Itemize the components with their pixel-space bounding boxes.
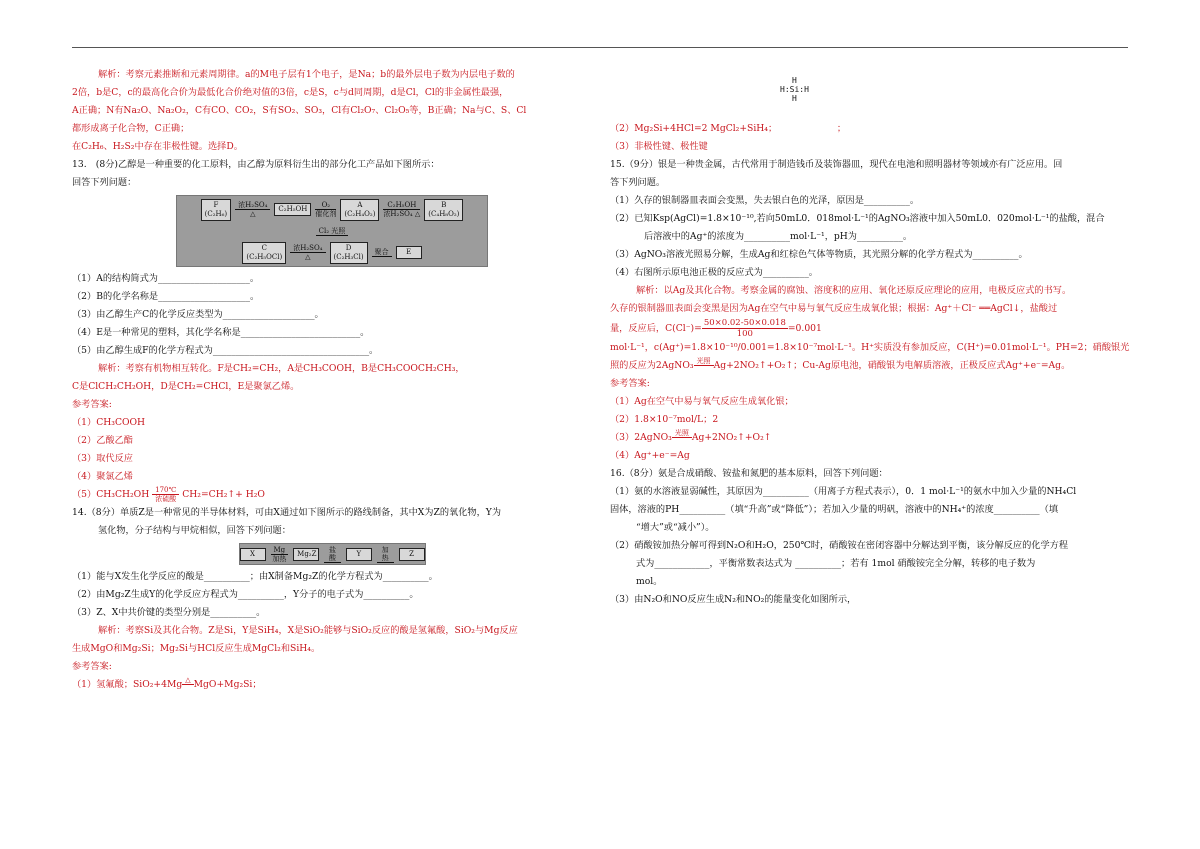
lewis-structure bbox=[780, 76, 809, 103]
text-line: （3）Z、X中共价键的类型分别是__________。 bbox=[72, 607, 266, 618]
text-line: 参考答案: bbox=[72, 661, 112, 672]
text-line: （2）Mg₂Si+4HCl=2 MgCl₂+SiH₄； ； bbox=[610, 123, 847, 134]
text-line: 式为____________，平衡常数表达式为 __________；若有 1mol 硝酸铵完全分解，转移的电子数为 bbox=[636, 558, 1036, 569]
text-line: （4）Ag⁺+e⁻=Ag bbox=[610, 450, 690, 461]
lewis-row: H:Si:H bbox=[780, 85, 809, 94]
compound-box: F (C₂H₆) bbox=[201, 199, 232, 221]
compound-box: C₂H₅OH bbox=[274, 203, 311, 216]
text-line: （3）由N₂O和NO反应生成N₂和NO₂的能量变化如图所示， bbox=[610, 594, 857, 605]
text-line: （4）聚氯乙烯 bbox=[72, 471, 133, 482]
text-line: （2）由Mg₂Z生成Y的化学反应方程式为__________，Y分子的电子式为__________。 bbox=[72, 589, 419, 600]
compound-box: D (C₂H₃Cl) bbox=[330, 242, 368, 264]
lewis-row: H bbox=[792, 94, 797, 103]
compound-box: A (C₂H₄O₂) bbox=[340, 199, 379, 221]
question-13 bbox=[72, 270, 592, 486]
ag-concentration-calc bbox=[610, 339, 1128, 357]
text-line: 都形成离子化合物，C正确； bbox=[72, 123, 190, 134]
text-line: 解析：考察Si及其化合物。Z是Si，Y是SiH₄，X是SiO₂能够与SiO₂反应的酸是氢氟酸，SiO₂与Mg反应 bbox=[98, 625, 518, 636]
text-line: A正确；N有Na₂O、Na₂O₂，C有CO、CO₂，S有SO₂、SO₃，Cl有Cl₂O₇、Cl₂O₅等，B正确；Na与C、S、Cl bbox=[72, 105, 527, 116]
text-line: （5）由乙醇生成F的化学方程式为__________________________________。 bbox=[72, 345, 379, 356]
question-16 bbox=[610, 447, 1128, 609]
right-column bbox=[610, 66, 1128, 609]
compound-box: X bbox=[240, 548, 266, 561]
reaction-arrow: 聚合 bbox=[372, 248, 392, 257]
ethanol-derivatives-diagram bbox=[176, 195, 488, 267]
text-line: 生成MgO和Mg₂Si；Mg₂Si与HCl反应生成MgCl₂和SiH₄。 bbox=[72, 643, 321, 654]
text-line: 参考答案: bbox=[610, 378, 650, 389]
text-line: 参考答案: bbox=[72, 399, 112, 410]
text-line: mol·L⁻¹，c(Ag⁺)=1.8×10⁻¹⁰/0.001=1.8×10⁻⁷mol·L⁻¹。H⁺实质没有参加反应，C(H⁺)=0.01mol·L⁻¹。PH=2；硝酸银光 bbox=[610, 342, 1130, 353]
compound-box: E bbox=[396, 246, 422, 259]
text-line: （2）B的化学名称是____________________。 bbox=[72, 291, 260, 302]
text-line: （3）非极性键、极性键 bbox=[610, 141, 708, 152]
text-line: 氢化物，分子结构与甲烷相似，回答下列问题： bbox=[98, 525, 291, 536]
text-line: 解析：考察有机物相互转化。F是CH₂=CH₂，A是CH₃COOH，B是CH₃COOCH₂CH₃， bbox=[98, 363, 465, 374]
text-line: （4）右图所示原电池正极的反应式为__________。 bbox=[610, 267, 818, 278]
lewis-row: H bbox=[792, 76, 797, 85]
text-line: （3）取代反应 bbox=[72, 453, 133, 464]
q15-answers bbox=[610, 375, 1128, 429]
silicon-route-diagram bbox=[239, 543, 426, 565]
text-line: 固体，溶液的PH__________（填“升高”或“降低”）；若加入少量的明矾，溶液中的NH₄⁺的浓度__________（填 bbox=[610, 504, 1059, 515]
text-line: 16.（8分）氨是合成硝酸、铵盐和氮肥的基本原料，回答下列问题： bbox=[610, 468, 888, 479]
reaction-arrow: O₂ 催化剂 bbox=[315, 201, 337, 218]
text-line: （1）能与X发生化学反应的酸是__________；由X制备Mg₂Z的化学方程式为__________。 bbox=[72, 571, 438, 582]
text-line: （1）A的结构简式为____________________。 bbox=[72, 273, 260, 284]
diagram-row-top bbox=[201, 199, 464, 221]
text-line: 后溶液中的Ag⁺的浓度为__________mol·L⁻¹，pH为__________。 bbox=[644, 231, 913, 242]
q13-answer-5: （5）CH₃CH₂OH 170℃ 浓硫酸 CH₂=CH₂↑+ H₂O bbox=[72, 486, 265, 503]
text-line: “增大”或“减小”）。 bbox=[636, 522, 715, 533]
reaction-arrow: 加热 bbox=[377, 546, 394, 563]
text-line: 久存的银制器皿表面会变黑是因为Ag在空气中易与氧气反应生成氧化银；根据：Ag⁺＋Cl⁻ ══AgCl↓，盐酸过 bbox=[610, 303, 1058, 314]
diagram-row-bottom bbox=[242, 242, 421, 264]
q15-answer-3: （3）2AgNO₃ 光照 Ag+2NO₂↑+O₂↑ bbox=[610, 429, 772, 443]
reaction-arrow: 浓H₂SO₄ △ bbox=[290, 244, 325, 261]
q14-answer-1: （1）氢氟酸；SiO₂+4Mg △ MgO+Mg₂Si； bbox=[72, 676, 262, 690]
left-column bbox=[72, 66, 592, 694]
compound-box: Z bbox=[399, 548, 425, 561]
text-line: （1）氨的水溶液显弱碱性，其原因为__________（用离子方程式表示），0．1 mol·L⁻¹的氨水中加入少量的NH₄Cl bbox=[610, 486, 1077, 497]
compound-box: Y bbox=[346, 548, 372, 561]
q14-tail-q15 bbox=[610, 120, 1128, 318]
reaction-arrow: 盐酸 bbox=[324, 546, 341, 563]
text-line: （2）乙酸乙酯 bbox=[72, 435, 133, 446]
question-14 bbox=[72, 504, 592, 540]
q12-analysis bbox=[72, 66, 592, 192]
text-line: （2）硝酸铵加热分解可得到N₂O和H₂O，250℃时，硝酸铵在密闭容器中分解达到平衡，该分解反应的化学方程 bbox=[610, 540, 1069, 551]
text-line: 13. (8分)乙醇是一种重要的化工原料，由乙醇为原料衍生出的部分化工产品如下图所示： bbox=[72, 159, 440, 170]
text-line: 在C₂H₆、H₂S₂中存在非极性键。选择D。 bbox=[72, 141, 243, 152]
reaction-arrow: C₂H₅OH 浓H₂SO₄ △ bbox=[383, 201, 421, 218]
text-line: 15.（9分）银是一种贵金属，古代常用于制造钱币及装饰器皿，现代在电池和照明器材等领域亦有广泛应用。回 bbox=[610, 159, 1063, 170]
reaction-arrow: 浓H₂SO₄ △ bbox=[235, 201, 270, 218]
text-line: （1）久存的银制器皿表面会变黑，失去银白色的光泽，原因是__________。 bbox=[610, 195, 920, 206]
agno3-photolysis: 照的反应为2AgNO₃ 光照 Ag+2NO₂↑+O₂↑；Cu-Ag原电池，硝酸银为电解质溶液，正极反应式Ag⁺+e⁻=Ag。 bbox=[610, 357, 1071, 371]
text-line: 14.（8分）单质Z是一种常见的半导体材料，可由X通过如下图所示的路线制备，其中X为Z的氧化物，Y为 bbox=[72, 507, 502, 518]
header-rule bbox=[72, 47, 1128, 48]
text-line: （4）E是一种常见的塑料，其化学名称是__________________________。 bbox=[72, 327, 370, 338]
compound-box: Mg₂Z bbox=[293, 548, 319, 561]
text-line: C是ClCH₂CH₂OH，D是CH₂=CHCl，E是聚氯乙烯。 bbox=[72, 381, 300, 392]
text-line: （2）已知Ksp(AgCl)=1.8×10⁻¹⁰,若向50mL0．018mol·L⁻¹的AgNO₃溶液中加入50mL0．020mol·L⁻¹的盐酸，混合 bbox=[610, 213, 1105, 224]
compound-box: C (C₂H₅OCl) bbox=[242, 242, 286, 264]
text-line: （3）AgNO₃溶液光照易分解，生成Ag和红棕色气体等物质，其光照分解的化学方程式为__________。 bbox=[610, 249, 1028, 260]
text-line: （1）Ag在空气中易与氧气反应生成氧化银； bbox=[610, 396, 794, 407]
diagram-mid-arrow: Cl₂ 光照 bbox=[316, 227, 349, 236]
text-line: mol。 bbox=[636, 576, 663, 587]
text-line: 2倍，b是C，c的最高化合价为最低化合价绝对值的3倍，c是S，c与d同周期，d是Cl，Cl的非金属性最强， bbox=[72, 87, 509, 98]
text-line: （1）CH₃COOH bbox=[72, 417, 146, 428]
cl-concentration-calc: 量，反应后，C(Cl⁻)= $\frac{50\times 0.02-50\times 0.018}{100}$ =0.001 bbox=[610, 318, 822, 339]
text-line: 回答下列问题： bbox=[72, 177, 137, 188]
text-line: （3）由乙醇生产C的化学反应类型为____________________。 bbox=[72, 309, 324, 320]
sih4-electron-formula bbox=[610, 66, 1128, 120]
question-14-parts bbox=[72, 568, 592, 676]
text-line: 解析：考察元素推断和元素周期律。a的M电子层有1个电子，是Na；b的最外层电子数为内层电子数的 bbox=[98, 69, 515, 80]
text-line: 解析：以Ag及其化合物。考察金属的腐蚀、溶度积的应用、氧化还原反应理论的应用，电极反应式的书写。 bbox=[636, 285, 1072, 296]
text-line: 答下列问题。 bbox=[610, 177, 666, 188]
compound-box: B (C₄H₈O₂) bbox=[424, 199, 463, 221]
reaction-arrow: Mg 加热 bbox=[272, 545, 287, 563]
text-line: （2）1.8×10⁻⁷mol/L；2 bbox=[610, 414, 719, 425]
